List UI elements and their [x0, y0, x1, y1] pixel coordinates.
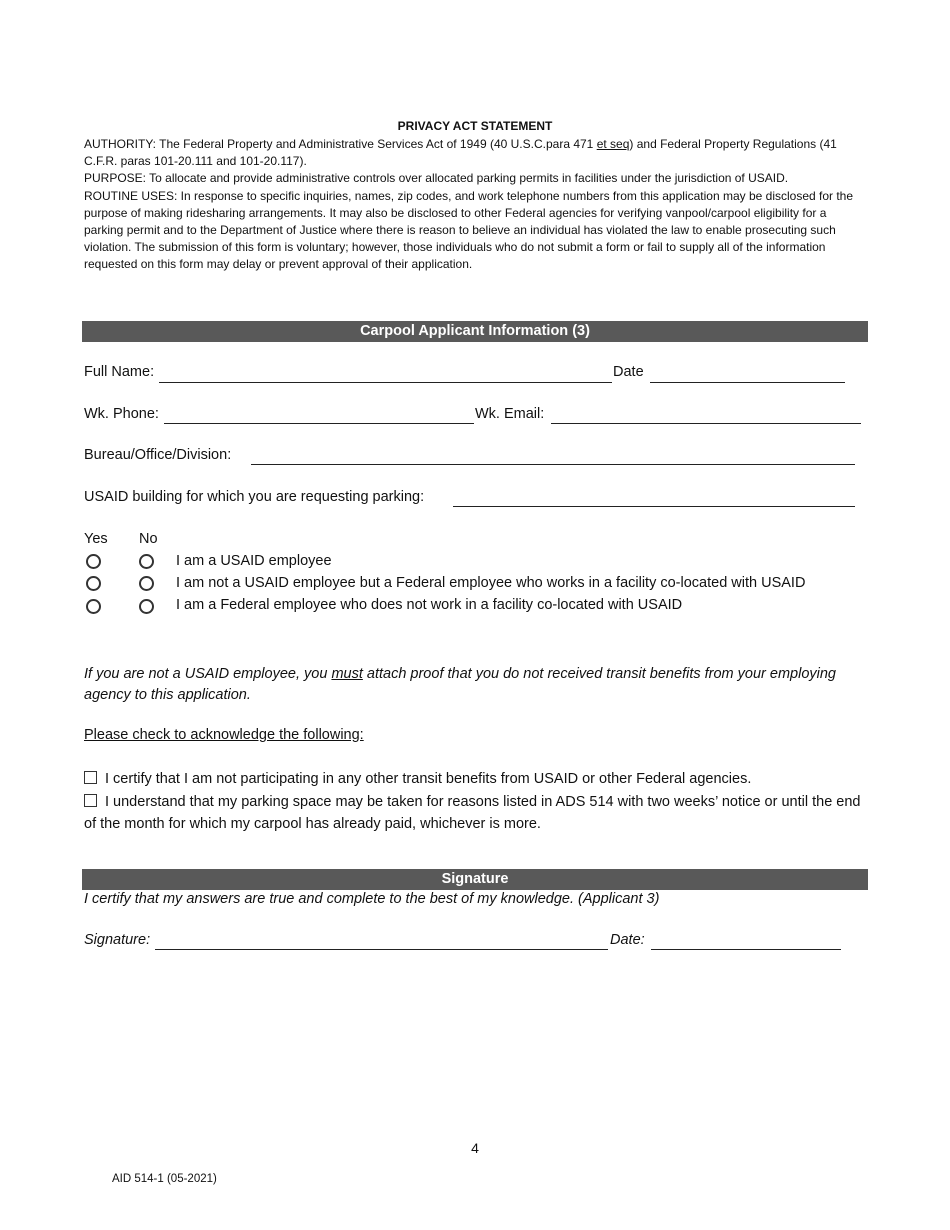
- signature-field[interactable]: [155, 949, 608, 950]
- authority-paragraph: AUTHORITY: The Federal Property and Administrative Services Act of 1949 (40 U.S.C.para 471 et seq) and Federal Property Regulations (41 C.F.R. paras 101-20.111 and 101-20.117).: [84, 137, 837, 169]
- option-usaid-employee: I am a USAID employee: [176, 553, 332, 569]
- usaid-employee-yes-radio[interactable]: [86, 554, 101, 569]
- work-email-field[interactable]: [551, 423, 861, 424]
- no-column-label: No: [139, 531, 158, 547]
- bureau-field[interactable]: [251, 464, 855, 465]
- form-id: AID 514-1 (05-2021): [112, 1173, 217, 1185]
- building-field[interactable]: [453, 506, 855, 507]
- non-usaid-notice: If you are not a USAID employee, you must attach proof that you do not received transit benefits from your employing agency to this application.: [84, 666, 836, 703]
- date-field[interactable]: [650, 382, 845, 383]
- usaid-employee-no-radio[interactable]: [139, 554, 154, 569]
- et-seq-text: et seq: [596, 137, 630, 151]
- privacy-act-body: [84, 136, 859, 274]
- signature-date-field[interactable]: [651, 949, 841, 950]
- work-phone-field[interactable]: [164, 423, 474, 424]
- certify-transit-checkbox[interactable]: [84, 771, 97, 784]
- bureau-label: Bureau/Office/Division:: [84, 447, 232, 463]
- other-federal-no-radio[interactable]: [139, 599, 154, 614]
- full-name-label: Full Name:: [84, 364, 155, 380]
- certify-statement: I certify that my answers are true and complete to the best of my knowledge. (Applicant 3): [84, 891, 660, 907]
- signature-section-header: Signature: [82, 869, 868, 890]
- privacy-act-title: PRIVACY ACT STATEMENT: [397, 119, 553, 133]
- page-number: 4: [471, 1140, 479, 1156]
- must-emphasis: must: [331, 666, 363, 682]
- yes-column-label: Yes: [84, 531, 108, 547]
- option-colocated-federal: I am not a USAID employee but a Federal employee who works in a facility co-located with USAID: [176, 575, 806, 591]
- purpose-paragraph: PURPOSE: To allocate and provide administrative controls over allocated parking permits in facilities under the jurisdiction of USAID.: [84, 171, 789, 186]
- acknowledge-heading: Please check to acknowledge the following:: [84, 727, 364, 743]
- other-federal-yes-radio[interactable]: [86, 599, 101, 614]
- applicant-section-header: Carpool Applicant Information (3): [82, 321, 868, 342]
- signature-label: Signature:: [84, 932, 151, 948]
- work-phone-label: Wk. Phone:: [84, 406, 159, 422]
- option-other-federal: I am a Federal employee who does not work in a facility co-located with USAID: [176, 597, 683, 613]
- building-label: USAID building for which you are requesting parking:: [84, 489, 425, 505]
- parking-notice-checkbox[interactable]: [84, 794, 97, 807]
- work-email-label: Wk. Email:: [475, 406, 545, 422]
- signature-date-label: Date:: [610, 932, 645, 948]
- acknowledge-item-1: I certify that I am not participating in any other transit benefits from USAID or other Federal agencies.: [84, 768, 864, 790]
- date-label: Date: [613, 364, 644, 380]
- colocated-federal-yes-radio[interactable]: [86, 576, 101, 591]
- routine-uses-paragraph: ROUTINE USES: In response to specific inquiries, names, zip codes, and work telephone numbers from this application may be disclosed for the purpose of making ridesharing arrangements. It may also be disclosed to other Federal agencies for verifying vanpool/carpool eligibility for a parking permit and to the Department of Justice where there is reason to believe an individual has violated the law to enable prosecuting such violation. The submission of this form is voluntary; however, those individuals who do not submit a form or fail to supply all of the information requested on this form may delay or prevent approval of their application.: [84, 188, 854, 272]
- colocated-federal-no-radio[interactable]: [139, 576, 154, 591]
- full-name-field[interactable]: [159, 382, 612, 383]
- acknowledge-item-2: I understand that my parking space may be taken for reasons listed in ADS 514 with two weeks’ notice or until the end of the month for which my carpool has already paid, whichever is more.: [84, 794, 861, 832]
